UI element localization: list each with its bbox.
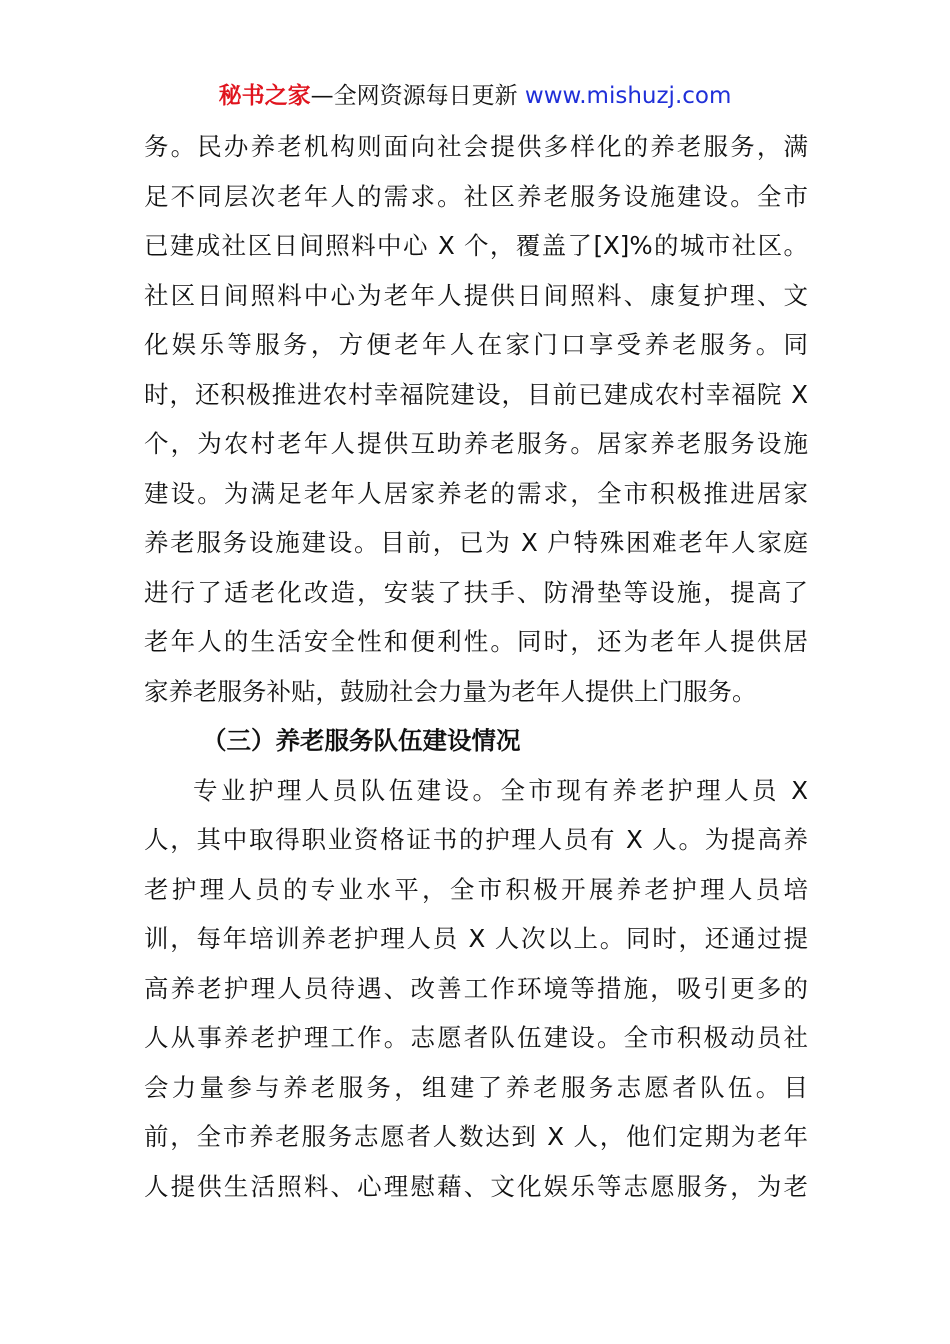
text-line: 养老服务设施建设。目前，已为 X 户特殊困难老年人家庭	[144, 528, 808, 557]
text-line: 专业护理人员队伍建设。全市现有养老护理人员 X	[193, 775, 808, 805]
paragraph-facilities	[144, 122, 808, 716]
document-body	[144, 122, 808, 1211]
text-line: 老年人的生活安全性和便利性。同时，还为老年人提供居	[144, 627, 808, 656]
text-line: 进行了适老化改造，安装了扶手、防滑垫等设施，提高了	[144, 577, 808, 607]
text-line: 化娱乐等服务，方便老年人在家门口享受养老服务。同	[144, 330, 808, 359]
text-line: 足不同层次老年人的需求。社区养老服务设施建设。全市	[144, 181, 808, 211]
brand-name: 秘书之家	[218, 83, 311, 109]
text-line: 人从事养老护理工作。志愿者队伍建设。全市积极动员社	[144, 1023, 808, 1052]
text-line: 已建成社区日间照料中心 X 个，覆盖了[X]%的城市社区。	[144, 231, 808, 260]
text-line: 社区日间照料中心为老年人提供日间照料、康复护理、文	[144, 280, 808, 310]
text-line: 时，还积极推进农村幸福院建设，目前已建成农村幸福院 X	[144, 379, 808, 409]
tagline: —全网资源每日更新	[310, 83, 525, 109]
text-line: 训，每年培训养老护理人员 X 人次以上。同时，还通过提	[144, 924, 808, 953]
text-line: 会力量参与养老服务，组建了养老服务志愿者队伍。目	[144, 1072, 808, 1102]
text-line: 人提供生活照料、心理慰藉、文化娱乐等志愿服务，为老	[144, 1171, 808, 1201]
site-watermark-header	[0, 79, 950, 113]
text-line: 个，为农村老年人提供互助养老服务。居家养老服务设施	[144, 429, 808, 458]
paragraph-workforce	[144, 766, 808, 1212]
section-heading: （三）养老服务队伍建设情况	[202, 726, 521, 755]
text-line: 家养老服务补贴，鼓励社会力量为老年人提供上门服务。	[144, 676, 757, 706]
text-line: 老护理人员的专业水平，全市积极开展养老护理人员培	[144, 874, 808, 904]
text-line: 务。民办养老机构则面向社会提供多样化的养老服务，满	[144, 132, 808, 161]
site-url: www.mishuzj.com	[524, 83, 732, 109]
text-line: 建设。为满足老年人居家养老的需求，全市积极推进居家	[144, 478, 808, 508]
text-line: 高养老护理人员待遇、改善工作环境等措施，吸引更多的	[144, 973, 808, 1003]
text-line: 前，全市养老服务志愿者人数达到 X 人，他们定期为老年	[144, 1122, 808, 1151]
text-line: 人，其中取得职业资格证书的护理人员有 X 人。为提高养	[144, 825, 808, 854]
